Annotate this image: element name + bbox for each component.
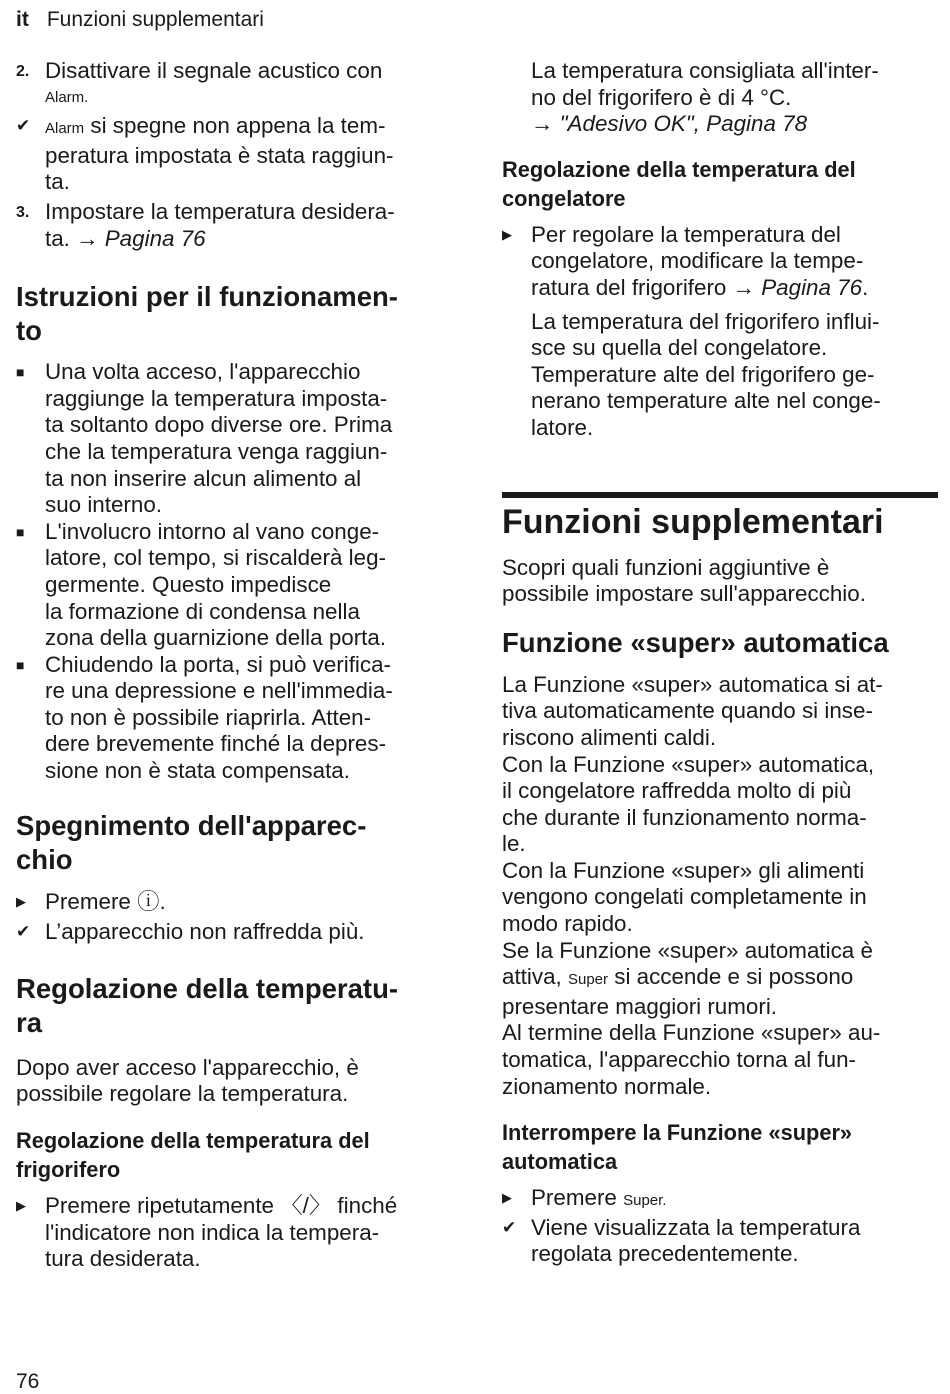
heading-regolazione: Regolazione della temperatu- ra — [16, 972, 399, 1038]
right-column — [502, 58, 938, 1268]
running-header — [16, 8, 264, 32]
left-column — [16, 58, 452, 1273]
triangle-bullet-icon: ▶ — [502, 1190, 512, 1206]
heading-super-automatica: Funzione «super» automatica — [502, 626, 889, 658]
paragraph-regolazione: Dopo aver acceso l'apparecchio, è possibile regolare la temperatura. — [16, 1054, 359, 1107]
bullet-list — [16, 359, 452, 785]
header-title: Funzioni supplementari — [46, 8, 264, 31]
action-switch-off: ▶ Premere ⓘ. — [16, 888, 166, 914]
heading-interrompere: Interrompere la Funzione «super» automatica — [502, 1120, 853, 1175]
result-stop-super: ✔ Viene visualizzata la temperatura regolata precedentemente. — [502, 1214, 861, 1267]
super-key-label: Super. — [623, 1192, 667, 1210]
alarm-key-label: Alarm — [45, 120, 85, 138]
step-number: 3. — [16, 203, 30, 221]
super-key-label: Super — [567, 971, 609, 989]
language-code: it — [16, 8, 29, 31]
heading-spegnimento: Spegnimento dell'apparec- chio — [16, 809, 367, 875]
result-switch-off: ✔ L’apparecchio non raffredda più. — [16, 919, 365, 945]
square-bullet-icon: ■ — [16, 656, 25, 673]
action-freezer-temp: ▶ Per regolare la temperatura del congelatore, modificare la tempe- ratura del frigorifero → Pagina 76. — [502, 221, 869, 300]
page-reference-link[interactable]: Pagina 76 — [761, 274, 863, 300]
page-reference-link[interactable]: → "Adesivo OK", Pagina 78 — [531, 111, 808, 137]
page-number: 76 — [16, 1370, 40, 1393]
paragraph-freezer-note: La temperatura del frigorifero influi- sce su quella del congelatore. Temperature alte del frigorifero ge- nerano temperature alte nel conge- latore. — [531, 308, 881, 440]
paragraph-super: La Funzione «super» automatica si at- tiva automaticamente quando si inse- riscono alimenti caldi. Con la Funzione «super» automatica, il congelatore raffredda molto di più che durante il funzionamento norma- le. Con la Funzione «super» gli alimenti vengono congelati completamente in modo rapido. Se la Funzione «super» automatica è attiva, Super si accende e si possono presentare maggiori rumori. Al termine della Funzione «super» au- tomatica, l'apparecchio torna al fun- zionamento normale. — [502, 671, 883, 1099]
step-number: 2. — [16, 63, 30, 80]
bullet-item: ■ Chiudendo la porta, si può verifica- re una depressione e nell'immedia- to non è possibile riaprirla. Atten- dere brevemente finché la depres- sione non è stata compensata. — [16, 651, 393, 784]
checkmark-icon: ✔ — [16, 922, 31, 942]
step-2: 2. Disattivare il segnale acustico con Alarm. — [16, 58, 452, 111]
heading-congelatore: Regolazione della temperatura del congelatore — [502, 156, 856, 211]
triangle-bullet-icon: ▶ — [16, 893, 26, 909]
action-fridge-temp: ▶ Premere ripetutamente 〈/〉 finché l'indicatore non indica la tempera- tura desiderata. — [16, 1193, 398, 1272]
paragraph-recommended-temp: La temperatura consigliata all'inter- no del frigorifero è di 4 °C. → "Adesivo OK", Pagina 78 — [502, 58, 938, 138]
checkmark-icon: ✔ — [16, 116, 31, 136]
heading-frigorifero: Regolazione della temperatura del frigorifero — [16, 1128, 370, 1183]
heading-istruzioni: Istruzioni per il funzionamen- to — [16, 281, 398, 347]
checkmark-icon: ✔ — [502, 1217, 517, 1237]
alarm-key-label: Alarm. — [45, 88, 89, 106]
square-bullet-icon: ■ — [16, 364, 25, 381]
square-bullet-icon: ■ — [16, 523, 25, 540]
section-divider — [502, 492, 938, 498]
page-reference-link[interactable]: Pagina 76 — [104, 225, 206, 251]
action-stop-super: ▶ Premere Super. — [502, 1185, 667, 1211]
triangle-bullet-icon: ▶ — [502, 226, 512, 242]
result-alarm-off: ✔ Alarm si spegne non appena la tem- peratura impostata è stata raggiun- ta. — [16, 113, 394, 195]
paragraph-intro: Scopri quali funzioni aggiuntive è possibile impostare sull'apparecchio. — [502, 554, 866, 607]
step-3: 3. Impostare la temperatura desidera- ta. → Pagina 76 — [16, 198, 395, 251]
bullet-item: ■ L'involucro intorno al vano conge- latore, col tempo, si riscalderà leg- germente. Questo impedisce la formazione di condensa nella zona della guarnizione della porta. — [16, 518, 387, 651]
heading-funzioni-supplementari: Funzioni supplementari — [502, 502, 884, 541]
bullet-item: ■ Una volta acceso, l'apparecchio raggiunge la temperatura imposta- ta soltanto dopo diverse ore. Prima che la temperatura venga raggiun- ta non inserire alcun alimento al suo interno. — [16, 359, 393, 518]
triangle-bullet-icon: ▶ — [16, 1198, 26, 1214]
